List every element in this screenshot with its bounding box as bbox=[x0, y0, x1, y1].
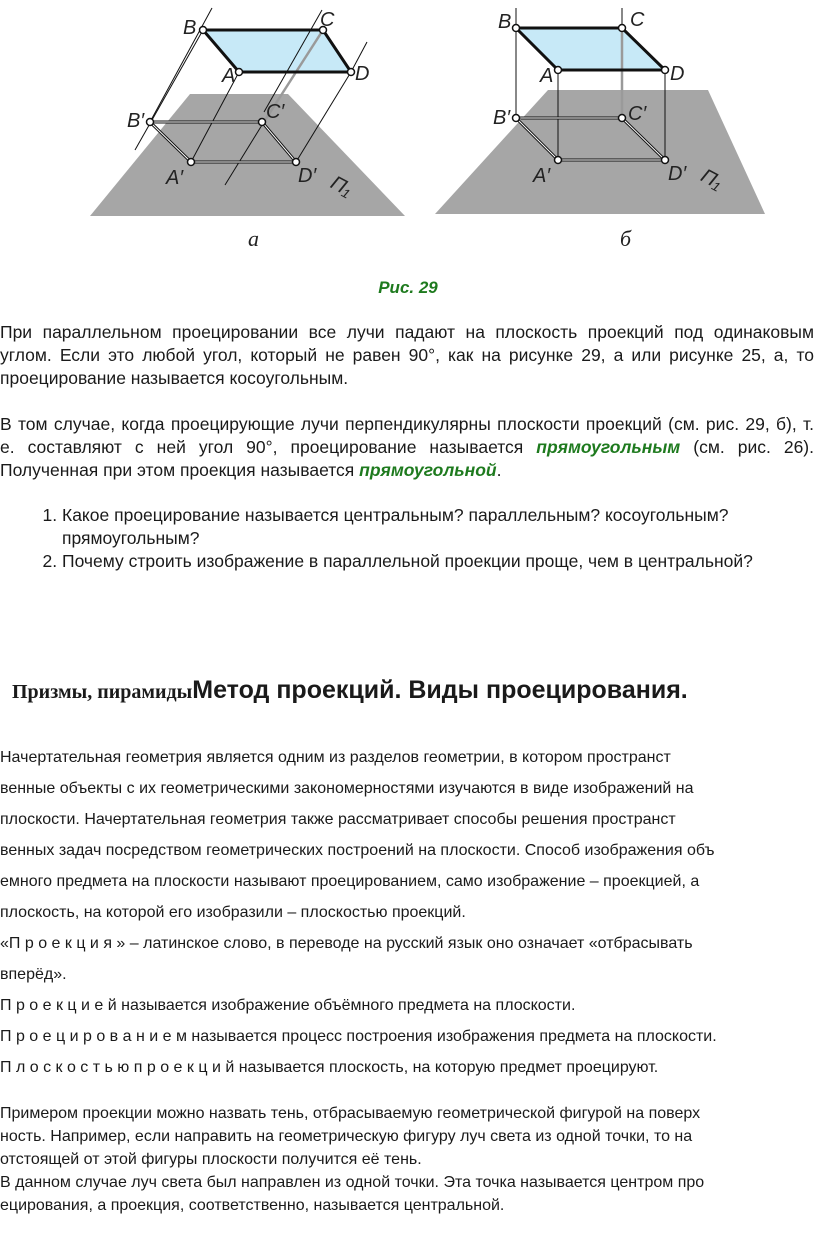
text-line: отстоящей от этой фигуры плоскости получится её тень. bbox=[0, 1151, 422, 1168]
subfigure-label-a: а bbox=[248, 226, 259, 251]
label-a-prime: A′ bbox=[533, 165, 551, 187]
questions-list bbox=[0, 504, 816, 573]
figure-caption: Рис. 29 bbox=[378, 278, 438, 297]
label-a: A bbox=[222, 65, 236, 87]
text-line: ецирования, а проекция, соответственно, называется центральной. bbox=[0, 1197, 505, 1214]
paragraph-text: (см. рис. 26). Полученная при этом проекция называется bbox=[0, 437, 814, 480]
term-rectangular: прямоугольным bbox=[536, 437, 681, 457]
text-line: ность. Например, если направить на геометрическую фигуру луч света из одной точки, то на bbox=[0, 1128, 693, 1145]
label-a-prime: A′ bbox=[166, 167, 184, 189]
subfigure-label-b: б bbox=[620, 226, 632, 251]
label-b-prime: B′ bbox=[493, 107, 511, 129]
paragraph-text: . bbox=[496, 460, 502, 480]
heading-prisms: Призмы, пирамиды bbox=[12, 681, 193, 703]
heading-method: Метод проекций. Виды проецирования. bbox=[192, 676, 688, 704]
text-line: венные объекты с их геометрическими закономерностями изучаются в виде изображений на bbox=[0, 780, 694, 797]
question-item: 2. Почему строить изображение в параллельной проекции проще, чем в центральной? bbox=[62, 550, 816, 573]
paragraph-oblique: При параллельном проецировании все лучи падают на плоскость проекций под одинаковым углом. Если это любой угол, который не равен 90°, как на рисунке 29, а или рисунке 25, а, то проецирование называется косоугольным. bbox=[0, 322, 814, 388]
text-line: емного предмета на плоскости называют проецированием, само изображение – проекцией, а bbox=[0, 873, 700, 890]
label-a: A bbox=[540, 65, 554, 87]
projection-diagram bbox=[0, 0, 816, 270]
text-line: Примером проекции можно назвать тень, отбрасываемую геометрической фигурой на поверх bbox=[0, 1105, 701, 1122]
label-c: C bbox=[320, 9, 335, 31]
term-rectangular-projection: прямоугольной bbox=[359, 460, 497, 480]
question-item: 1. Какое проецирование называется центральным? параллельным? косоугольным? прямоугольным? bbox=[62, 504, 816, 550]
label-d-prime: D′ bbox=[298, 165, 317, 187]
text-line: «П р о е к ц и я » – латинское слово, в переводе на русский язык оно означает «отбрасывать bbox=[0, 935, 693, 952]
paragraph-orthogonal bbox=[0, 413, 814, 482]
label-b: B bbox=[183, 17, 197, 39]
label-d-prime: D′ bbox=[668, 163, 687, 185]
text-line: вперёд». bbox=[0, 966, 67, 983]
body-text-shadow bbox=[0, 1102, 800, 1217]
text-line: венных задач посредством геометрических построений на плоскости. Способ изображения объ bbox=[0, 842, 715, 859]
figure-b bbox=[435, 8, 765, 251]
label-d: D bbox=[355, 63, 370, 85]
text-line: П р о е к ц и е й называется изображение объёмного предмета на плоскости. bbox=[0, 997, 576, 1014]
body-text-definitions bbox=[0, 742, 800, 1083]
text-line: плоскость, на которой его изобразили – плоскостью проекций. bbox=[0, 904, 466, 921]
label-d: D bbox=[670, 63, 685, 85]
figure-29 bbox=[0, 0, 816, 270]
label-b: B bbox=[498, 11, 512, 33]
label-c-prime: C′ bbox=[628, 103, 647, 125]
figure-a bbox=[90, 8, 405, 251]
text-line: П л о с к о с т ь ю п р о е к ц и й называется плоскость, на которую предмет проецируют. bbox=[0, 1059, 659, 1076]
text-line: В данном случае луч света был направлен из одной точки. Эта точка называется центром про bbox=[0, 1174, 705, 1191]
label-b-prime: B′ bbox=[127, 110, 145, 132]
label-c-prime: C′ bbox=[266, 101, 285, 123]
label-plane: Π₁ bbox=[326, 171, 356, 202]
section-heading bbox=[12, 676, 688, 705]
paragraph-text: В том случае, когда проецирующие лучи перпендикулярны плоскости проекций (см. рис. 29, б), т. е. составляют с ней угол 90°, проецирование называется bbox=[0, 414, 814, 457]
label-c: C bbox=[630, 9, 645, 31]
label-plane: Π₁ bbox=[697, 164, 726, 195]
text-line: плоскости. Начертательная геометрия также рассматривает способы решения пространст bbox=[0, 811, 676, 828]
projection-plane-b bbox=[435, 90, 765, 214]
text-line: Начертательная геометрия является одним из разделов геометрии, в котором пространст bbox=[0, 749, 671, 766]
text-line: П р о е ц и р о в а н и е м называется процесс построения изображения предмета на плоскости. bbox=[0, 1028, 717, 1045]
